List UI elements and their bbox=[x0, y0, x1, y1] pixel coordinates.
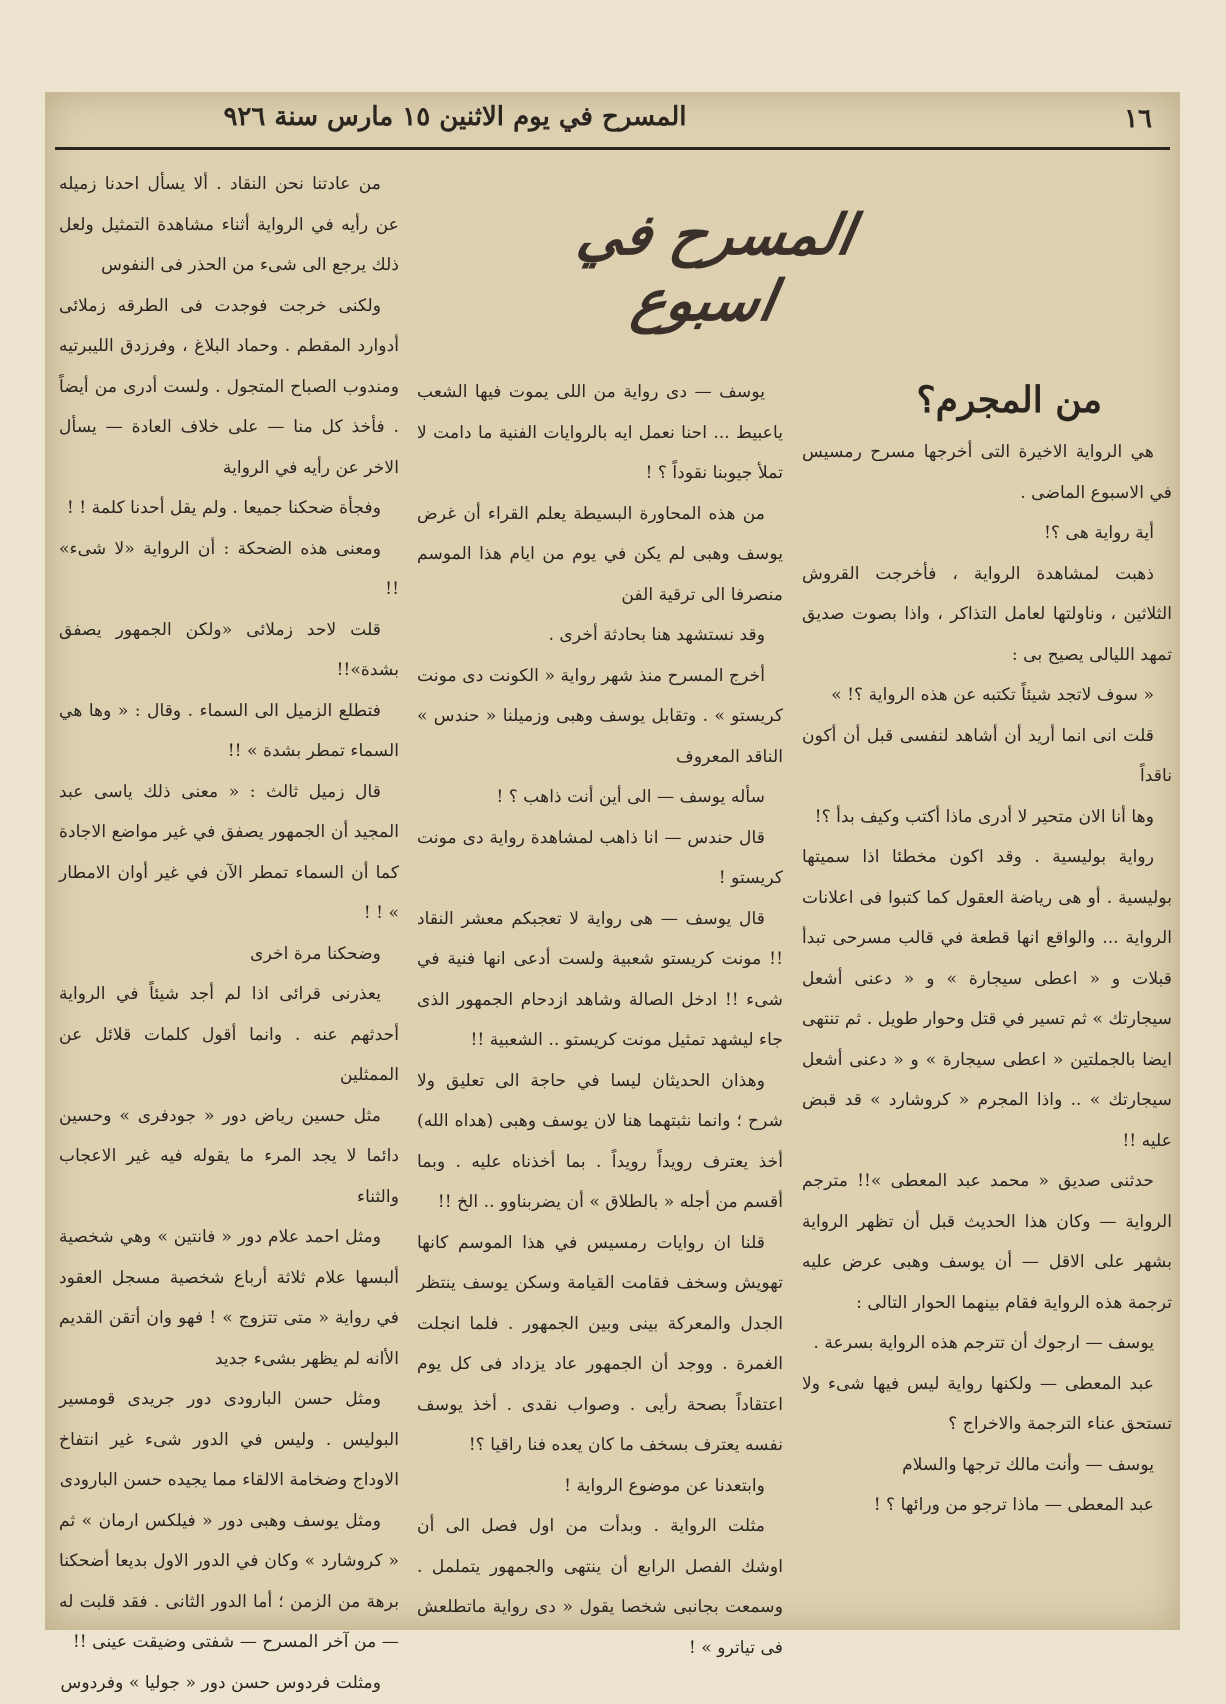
paragraph: وابتعدنا عن موضوع الرواية ! bbox=[564, 1475, 765, 1496]
paragraph: وفجأة ضحكنا جميعا . ولم يقل أحدنا كلمة ! ! bbox=[66, 498, 381, 518]
paragraph: فتطلع الزميل الى السماء . وقال : « وها هي السماء تمطر بشدة » !! bbox=[59, 700, 399, 761]
paragraph: قال يوسف — هى رواية لا تعجبكم معشر النقاد !! مونت كريستو شعبية ولست أدعى انها فنية في شىء !! ادخل الصالة وشاهد ازدحام الجمهور الذى جاء ليشهد تمثيل مونت كريستو .. الشعبية !! bbox=[417, 908, 783, 1050]
paragraph: مثل حسين رياض دور « جودفرى » وحسين دائما لا يجد المرء ما يقوله فيه غير الاعجاب والثناء bbox=[59, 1105, 399, 1207]
section-title: من المجرم؟ bbox=[916, 379, 1102, 421]
paragraph: ومثل حسن البارودى دور جريدى قومسير البوليس . وليس في الدور شىء غير انتفاخ الاوداج وضخامة الالقاء مما يجيده حسن البارودى bbox=[59, 1389, 399, 1490]
paragraph: يعذرنى قرائى اذا لم أجد شيئاً في الرواية أحدثهم عنه . وانما أقول كلمات قلائل عن الممثلين bbox=[59, 984, 399, 1085]
paragraph: يوسف — دى رواية من اللى يموت فيها الشعب ياعبيط ... احنا نعمل ايه بالروايات الفنية ما دامت لا تملأ جيوبنا نقوداً ؟ ! bbox=[417, 382, 783, 483]
paragraph: عبد المعطى — ولكنها رواية ليس فيها شىء ولا تستحق عناء الترجمة والاخراج ؟ bbox=[802, 1373, 1172, 1434]
paragraph: وقد نستشهد هنا بحادثة أخرى . bbox=[548, 625, 765, 645]
paragraph: رواية بوليسية . وقد اكون مخطئا اذا سميتها بوليسية . أو هى رياضة العقول كما كتبوا فى اعلانات الرواية ... والواقع انها قطعة في قالب مسرحى تبدأ قبلات و « اعطى سيجارة » و « دعنى أشعل سيجارتك » ثم تسير في قتل وحوار طويل . ثم تنتهى ايضا بالجملتين « اعطى سيجارة » و « دعنى أشعل سيجارتك » .. واذا المجرم « كروشارد » قد قبض عليه !! bbox=[802, 847, 1172, 1151]
paragraph: قلنا ان روايات رمسيس في هذا الموسم كانها تهويش وسخف فقامت القيامة وسكن يوسف ينتظر الجدل والمعركة بينى وبين الجمهور . فلما انجلت الغمرة . ووجد أن الجمهور عاد يزداد فى كل يوم اعتقاداً بصحة رأيى . وصواب نقدى . أخذ يوسف نفسه يعترف بسخف ما كان يعده فنا راقيا ؟! bbox=[417, 1232, 783, 1455]
paragraph: ومثل يوسف وهبى دور « فيلكس ارمان » ثم « كروشارد » وكان في الدور الاول بديعا أضحكنا برهة من الزمن ؛ أما الدور الثانى . فقد قلبت له — من آخر المسرح — شفتى وضيقت عينى !! bbox=[59, 1510, 399, 1652]
paragraph: ولكنى خرجت فوجدت فى الطرقه زملائى أدوارد المقطم . وحماد البلاغ ، وفرزدق الليبرتيه ومندوب الصباح المتجول . ولست أدرى من أيضاً . فأخذ كل منا — على خلاف العادة — يسأل الاخر عن رأيه في الرواية bbox=[59, 295, 399, 478]
paragraph: هي الرواية الاخيرة التى أخرجها مسرح رمسيس في الاسبوع الماضى . bbox=[802, 442, 1172, 503]
paragraph: يوسف — وأنت مالك ترجها والسلام bbox=[902, 1454, 1154, 1475]
paragraph: قلت لاحد زملائى «ولكن الجمهور يصفق بشدة»!! bbox=[59, 619, 399, 680]
paragraph: قلت انى انما أريد أن أشاهد لنفسى قبل أن أكون ناقداً bbox=[802, 725, 1172, 786]
newspaper-page bbox=[45, 92, 1180, 1693]
masthead-text: المسرح في اسبوع bbox=[572, 202, 860, 334]
paragraph: قال زميل ثالث : « معنى ذلك ياسى عبد المجيد أن الجمهور يصفق في غير مواضع الاجادة كما أن السماء تمطر الآن في غير أوان الامطار » ! ! bbox=[59, 781, 399, 923]
paragraph: وها أنا الان متحير لا أدرى ماذا أكتب وكيف بدأ ؟! bbox=[814, 806, 1154, 827]
page-header bbox=[45, 92, 1180, 150]
paragraph: وضحكنا مرة اخرى bbox=[250, 943, 381, 964]
paragraph: « سوف لاتجد شيئاً تكتبه عن هذه الرواية ؟! » bbox=[831, 685, 1154, 705]
paragraph: حدثنى صديق « محمد عبد المعطى »!! مترجم الرواية — وكان هذا الحديث قبل أن تظهر الرواية بشهر على الاقل — أن يوسف وهبى عرض عليه ترجمة هذه الرواية فقام بينهما الحوار التالى : bbox=[802, 1171, 1172, 1313]
paragraph: ومثل احمد علام دور « فانتين » وهي شخصية ألبسها علام ثلاثة أرباع شخصية مسجل العقود في رواية « متى تتزوج » ! فهو وان أتقن القديم الأانه لم يظهر بشىء جديد bbox=[59, 1227, 399, 1369]
middle-column bbox=[417, 158, 783, 1658]
paragraph: ذهبت لمشاهدة الرواية ، فأخرجت القروش الثلاثين ، وناولتها لعامل التذاكر ، واذا بصوت صديق تمهد الليالى يصيح بى : bbox=[802, 563, 1172, 665]
masthead-spacer bbox=[417, 158, 783, 372]
paragraph: ومثلت فردوس حسن دور « جوليا » وفردوس bbox=[60, 1672, 381, 1693]
left-column bbox=[59, 164, 399, 1693]
paragraph: من هذه المحاورة البسيطة يعلم القراء أن غرض يوسف وهبى لم يكن في يوم من ايام هذا الموسم منصرفا الى ترقية الفن bbox=[417, 503, 783, 605]
paragraph: يوسف — ارجوك أن تترجم هذه الرواية بسرعة . bbox=[813, 1333, 1154, 1353]
running-title: المسرح في يوم الاثنين ١٥ مارس سنة ٩٢٦ bbox=[223, 102, 687, 132]
header-rule bbox=[55, 147, 1170, 150]
paragraph: عبد المعطى — ماذا ترجو من ورائها ؟ ! bbox=[873, 1495, 1154, 1515]
paragraph: ومعنى هذه الضحكة : أن الرواية «لا شىء» !! bbox=[59, 538, 399, 599]
paragraph: من عادتنا نحن النقاد . ألا يسأل احدنا زميله عن رأيه في الرواية أثناء مشاهدة التمثيل ولعل ذلك يرجع الى شىء من الحذر فى النفوس bbox=[59, 174, 399, 275]
paragraph: أية رواية هى ؟! bbox=[1044, 523, 1154, 543]
page-number: ١٦ bbox=[1124, 104, 1152, 134]
paragraph: سأله يوسف — الى أين أنت ذاهب ؟ ! bbox=[496, 787, 765, 807]
right-column bbox=[802, 158, 1172, 1618]
paragraph: وهذان الحديثان ليسا في حاجة الى تعليق ولا شرح ؛ وانما نثبتهما هنا لان يوسف وهبى (هداه الله) أخذ يعترف رويداً رويداً . بما أخذناه عليه . وبما أقسم من أجله « بالطلاق » أن يضربناوو .. الخ !! bbox=[417, 1070, 783, 1212]
paragraph: أخرج المسرح منذ شهر رواية « الكونت دى مونت كريستو » . وتقابل يوسف وهبى وزميلنا « حندس » الناقد المعروف bbox=[417, 665, 783, 767]
paragraph: قال حندس — انا ذاهب لمشاهدة رواية دى مونت كريستو ! bbox=[417, 827, 783, 888]
paragraph: مثلت الرواية . وبدأت من اول فصل الى أن اوشك الفصل الرابع أن ينتهى والجمهور يتململ . وسمعت بجانبى شخصا يقول « دى رواية ماتطلعش فى تياترو » ! bbox=[417, 1516, 783, 1658]
